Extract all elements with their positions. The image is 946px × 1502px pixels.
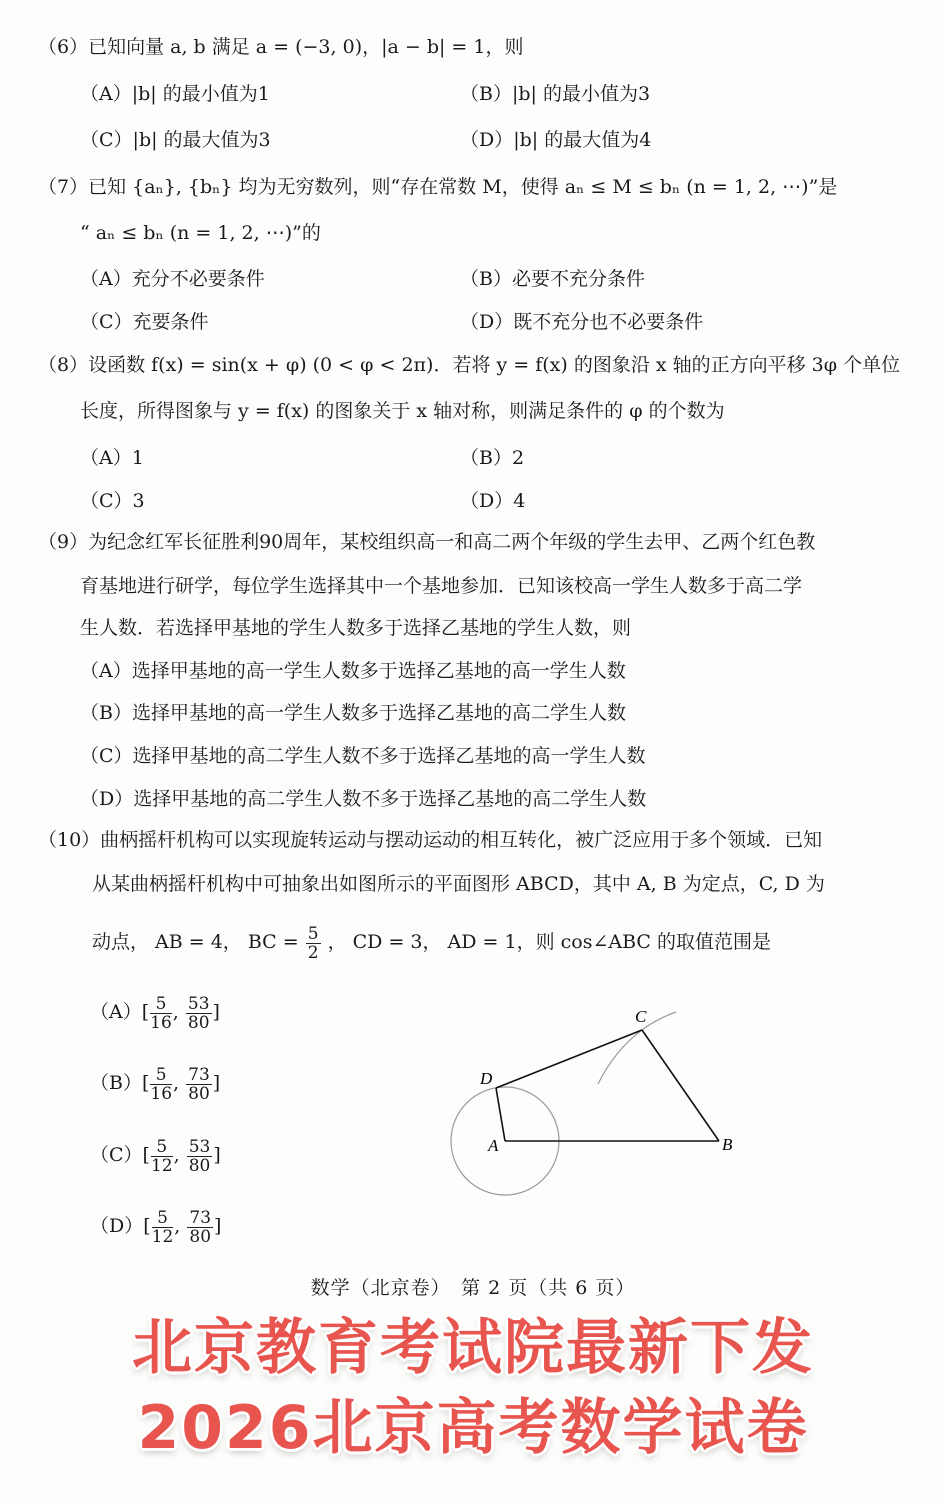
numerator: 53 [187, 993, 210, 1014]
option-label: （C） [90, 1144, 143, 1166]
q10-stem-line3 [92, 922, 771, 962]
point-d-label: D [480, 1069, 493, 1088]
denominator: 80 [188, 1083, 210, 1104]
q6-option-a: （A）|b| 的最小值为1 [80, 83, 270, 105]
q10-option-b: （B）[ $\frac{5}{16}$ , $\frac{73}{80}$ ] [90, 1064, 221, 1104]
option-label: （B） [90, 1072, 142, 1094]
bc-denominator: 2 [307, 942, 319, 963]
q10-stem-line3-pre: 动点， AB = 4， BC = [92, 931, 299, 953]
point-c-label: C [635, 1007, 647, 1026]
q9-option-c: （C）选择甲基地的高二学生人数不多于选择乙基地的高一学生人数 [80, 745, 646, 767]
segment-bc [642, 1030, 719, 1141]
segment-da [496, 1088, 505, 1141]
q8-option-d: （D）4 [460, 490, 526, 512]
q7-option-b: （B）必要不充分条件 [460, 268, 645, 290]
numerator: 73 [189, 1207, 212, 1228]
q9-option-b: （B）选择甲基地的高一学生人数多于选择乙基地的高二学生人数 [80, 702, 626, 724]
q8-option-a: （A）1 [80, 447, 144, 469]
bc-fraction [306, 925, 321, 962]
interval-upper-fraction [186, 1066, 212, 1103]
interval-upper-fraction [187, 1138, 213, 1175]
option-label: （D） [90, 1215, 144, 1237]
numerator: 5 [151, 1138, 173, 1157]
page-footer: 数学（北京卷） 第 2 页（共 6 页） [310, 1277, 636, 1299]
interval-lower-fraction [151, 1138, 173, 1175]
q9-stem-line2: 育基地进行研学，每位学生选择其中一个基地参加．已知该校高一学生人数多于高二学 [80, 575, 803, 597]
denominator: 16 [150, 1083, 173, 1104]
interval-lower-fraction [152, 1209, 174, 1246]
q9-option-d: （D）选择甲基地的高二学生人数不多于选择乙基地的高二学生人数 [80, 788, 647, 810]
denominator: 80 [189, 1226, 212, 1247]
banner-line1: 北京教育考试院最新下发 [132, 1313, 814, 1383]
numerator: 5 [150, 995, 172, 1014]
denominator: 16 [150, 1012, 172, 1033]
q6-stem: （6）已知向量 a, b 满足 a = (−3, 0)，|a − b| = 1，则 [38, 36, 524, 58]
option-label: （A） [90, 1001, 142, 1023]
q10-stem-line3-post: ， CD = 3， AD = 1，则 cos∠ABC 的取值范围是 [327, 931, 771, 953]
q7-option-a: （A）充分不必要条件 [80, 268, 265, 290]
q7-stem-line2: “ aₙ ≤ bₙ (n = 1, 2, ⋯)”的 [80, 222, 321, 244]
segment-cd [496, 1030, 642, 1088]
q9-option-a: （A）选择甲基地的高一学生人数多于选择乙基地的高一学生人数 [80, 660, 626, 682]
q10-stem-line2: 从某曲柄摇杆机构中可抽象出如图所示的平面图形 ABCD，其中 A, B 为定点，C, D 为 [92, 873, 825, 895]
numerator: 73 [188, 1064, 210, 1085]
interval-lower-fraction [150, 995, 172, 1032]
interval-lower-fraction [150, 1066, 172, 1103]
q7-stem-line1: （7）已知 {aₙ}, {bₙ} 均为无穷数列，则“存在常数 M，使得 aₙ ≤ M ≤ bₙ (n = 1, 2, ⋯)”是 [38, 176, 838, 198]
denominator: 12 [151, 1226, 174, 1247]
q8-stem-line1: （8）设函数 f(x) = sin(x + φ) (0 < φ < 2π)．若将 y = f(x) 的图象沿 x 轴的正方向平移 3φ 个单位 [38, 354, 901, 376]
q10-stem-line1: （10）曲柄摇杆机构可以实现旋转运动与摆动运动的相互转化，被广泛应用于多个领域．已知 [38, 829, 823, 851]
point-a-label: A [488, 1136, 499, 1155]
crank-rocker-figure [440, 1000, 740, 1210]
q9-stem-line1: （9）为纪念红军长征胜利90周年，某校组织高一和高二两个年级的学生去甲、乙两个红色教 [38, 531, 816, 553]
q6-option-b: （B）|b| 的最小值为3 [460, 83, 651, 105]
q9-stem-line3: 生人数．若选择甲基地的学生人数多于选择乙基地的学生人数，则 [80, 617, 632, 639]
denominator: 80 [187, 1012, 210, 1033]
q8-option-c: （C）3 [80, 490, 145, 512]
point-b-label: B [722, 1135, 733, 1154]
numerator: 5 [152, 1209, 174, 1228]
q8-option-b: （B）2 [460, 447, 525, 469]
q10-option-c: （C）[ $\frac{5}{12}$ , $\frac{53}{80}$ ] [90, 1136, 221, 1176]
q8-stem-line2: 长度，所得图象与 y = f(x) 的图象关于 x 轴对称，则满足条件的 φ 的个数为 [80, 400, 725, 422]
interval-upper-fraction [187, 1209, 213, 1246]
banner-line2: 2026北京高考数学试卷 [137, 1393, 809, 1463]
q6-option-c: （C）|b| 的最大值为3 [80, 129, 271, 151]
denominator: 12 [150, 1155, 173, 1176]
interval-upper-fraction [186, 995, 212, 1032]
numerator: 5 [150, 1066, 172, 1085]
q7-option-d: （D）既不充分也不必要条件 [460, 311, 704, 333]
q10-option-d: （D）[ $\frac{5}{12}$ , $\frac{73}{80}$ ] [90, 1207, 222, 1247]
q6-option-d: （D）|b| 的最大值为4 [460, 129, 652, 151]
bc-numerator: 5 [307, 923, 319, 944]
q10-option-a: （A）[ $\frac{5}{16}$ , $\frac{53}{80}$ ] [90, 993, 220, 1033]
numerator: 53 [188, 1136, 211, 1157]
q7-option-c: （C）充要条件 [80, 311, 209, 333]
denominator: 80 [188, 1155, 211, 1176]
